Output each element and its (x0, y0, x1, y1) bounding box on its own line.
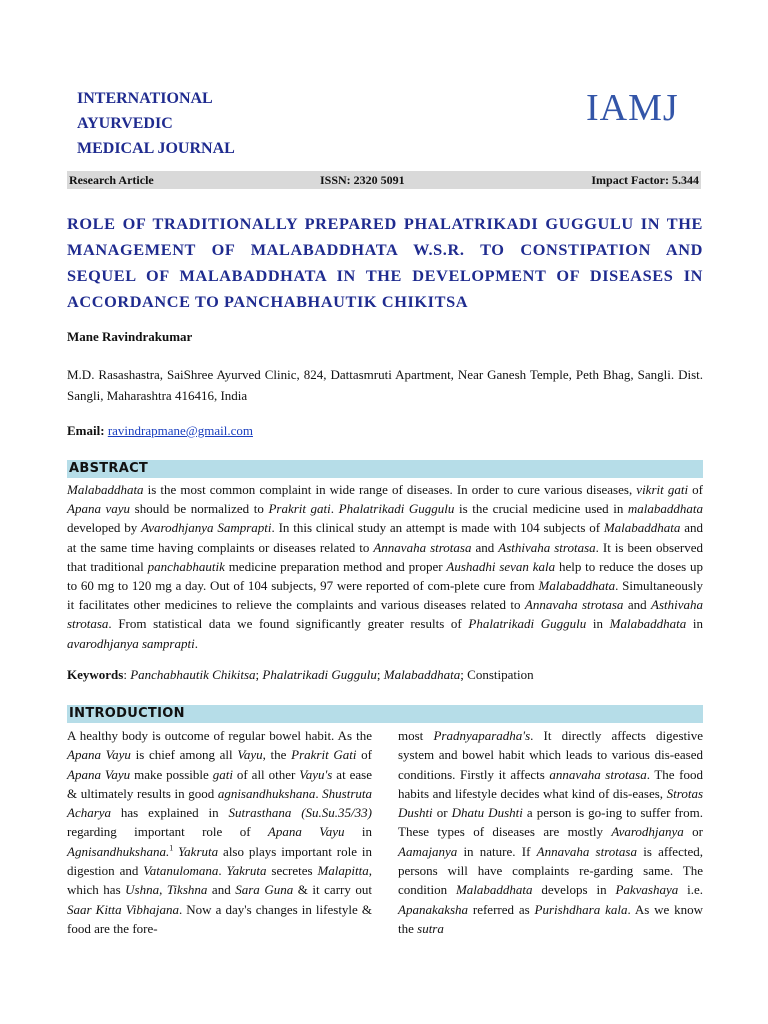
keywords-label: Keywords (67, 667, 124, 682)
introduction-left-column: A healthy body is outcome of regular bowel habit. As the Apana Vayu is chief among all Vayu, the Prakrit Gati of Apana Vayu make possible gati of all other Vayu's at ease & ultimately results in good agnisandhukshana. Shustruta Acharya has explained in Sutrasthana (Su.Su.35/33) regarding important role of Apana Vayu in Agnisandhukshana.$^1$ Yakruta also plays important role in digestion and Vatanulomana. Yakruta secretes Malapitta, which has Ushna, Tikshna and Sara Guna & it carry out Saar Kitta Vibhajana. Now a day's changes in lifestyle & food are the fore- (67, 728, 373, 936)
keyword: Panchabhautik Chikitsa (130, 667, 256, 682)
article-title: ROLE OF TRADITIONALLY PREPARED PHALATRIKADI GUGGULU IN THE MANAGEMENT OF MALABADDHATA W.S.R. TO CONSTIPATION AND SEQUEL OF MALABADDHATA IN THE DEVELOPMENT OF DISEASES IN ACCORDANCE TO PANCHABHAUTIK CHIKITSA (67, 214, 703, 311)
introduction-heading: INTRODUCTION (67, 705, 703, 723)
journal-name (77, 86, 235, 161)
citation-ref: 1 (169, 843, 174, 853)
journal-name-line-2: AYURVEDIC (77, 115, 173, 132)
keyword: Phalatrikadi Guggulu (262, 667, 377, 682)
author-affiliation: M.D. Rasashastra, SaiShree Ayurved Clinic, 824, Dattasmruti Apartment, Near Ganesh Temple, Peth Bhag, Sangli. Dist. Sangli, Maharashtra 416416, India (67, 367, 703, 403)
introduction-right-column: most Pradnyaparadha's. It directly affects digestive system and bowel habit which leads to various dis-eased conditions. Firstly it affects annavaha strotasa. The food habits and lifestyle decides what kind of dis-eases, Strotas Dushti or Dhatu Dushti a person is go-ing to suffer from. These types of diseases are mostly Avarodhjanya or Aamajanya in nature. If Annavaha strotasa is affected, persons will have complaints re-garding same. The condition Malabaddhata develops in Pakvashaya i.e. Apanakaksha referred as Purishdhara kala. As we know the sutra (398, 728, 703, 936)
abstract-heading: ABSTRACT (67, 460, 703, 478)
impact-factor: Impact Factor: 5.344 (591, 172, 699, 187)
email-link[interactable]: ravindrapmane@gmail.com (107, 423, 253, 438)
issn: ISSN: 2320 5091 (320, 172, 405, 187)
author-email (67, 423, 253, 439)
abstract-text: Malabaddhata is the most common complaint in wide range of diseases. In order to cure various diseases, vikrit gati of Apana vayu should be normalized to Prakrit gati. Phalatrikadi Guggulu is the crucial medicine used in malabaddhata developed by Avarodhjanya Samprapti. In this clinical study an attempt is made with 104 subjects of Malabaddhata and at the same time having complaints or diseases related to Annavaha strotasa and Asthivaha strotasa. It is been observed that traditional panchabhautik medicine preparation method and proper Aushadhi sevan kala help to reduce the doses up to 60 mg to 120 mg a day. Out of 104 subjects, 97 were reported of com-plete cure from Malabaddhata. Simultaneously it facilitates other medicines to relieve the complaints and various diseases related to Annavaha strotasa and Asthivaha strotasa. From statistical data we found significantly greater results of Phalatrikadi Guggulu in Malabaddhata in avarodhjanya samprapti. (67, 482, 704, 651)
keywords: Keywords: Panchabhautik Chikitsa; Phalatrikadi Guggulu; Malabaddhata; Constipation (67, 667, 534, 682)
journal-name-line-3: MEDICAL JOURNAL (77, 140, 235, 157)
email-label: Email: (67, 423, 105, 438)
journal-logo: IAMJ (586, 87, 679, 129)
article-meta-bar (67, 171, 701, 189)
journal-name-line-1: INTERNATIONAL (77, 90, 213, 107)
keyword: Malabaddhata (383, 667, 461, 682)
article-type: Research Article (69, 172, 154, 187)
author-name: Mane Ravindrakumar (67, 329, 193, 344)
keyword: Constipation (467, 667, 534, 682)
